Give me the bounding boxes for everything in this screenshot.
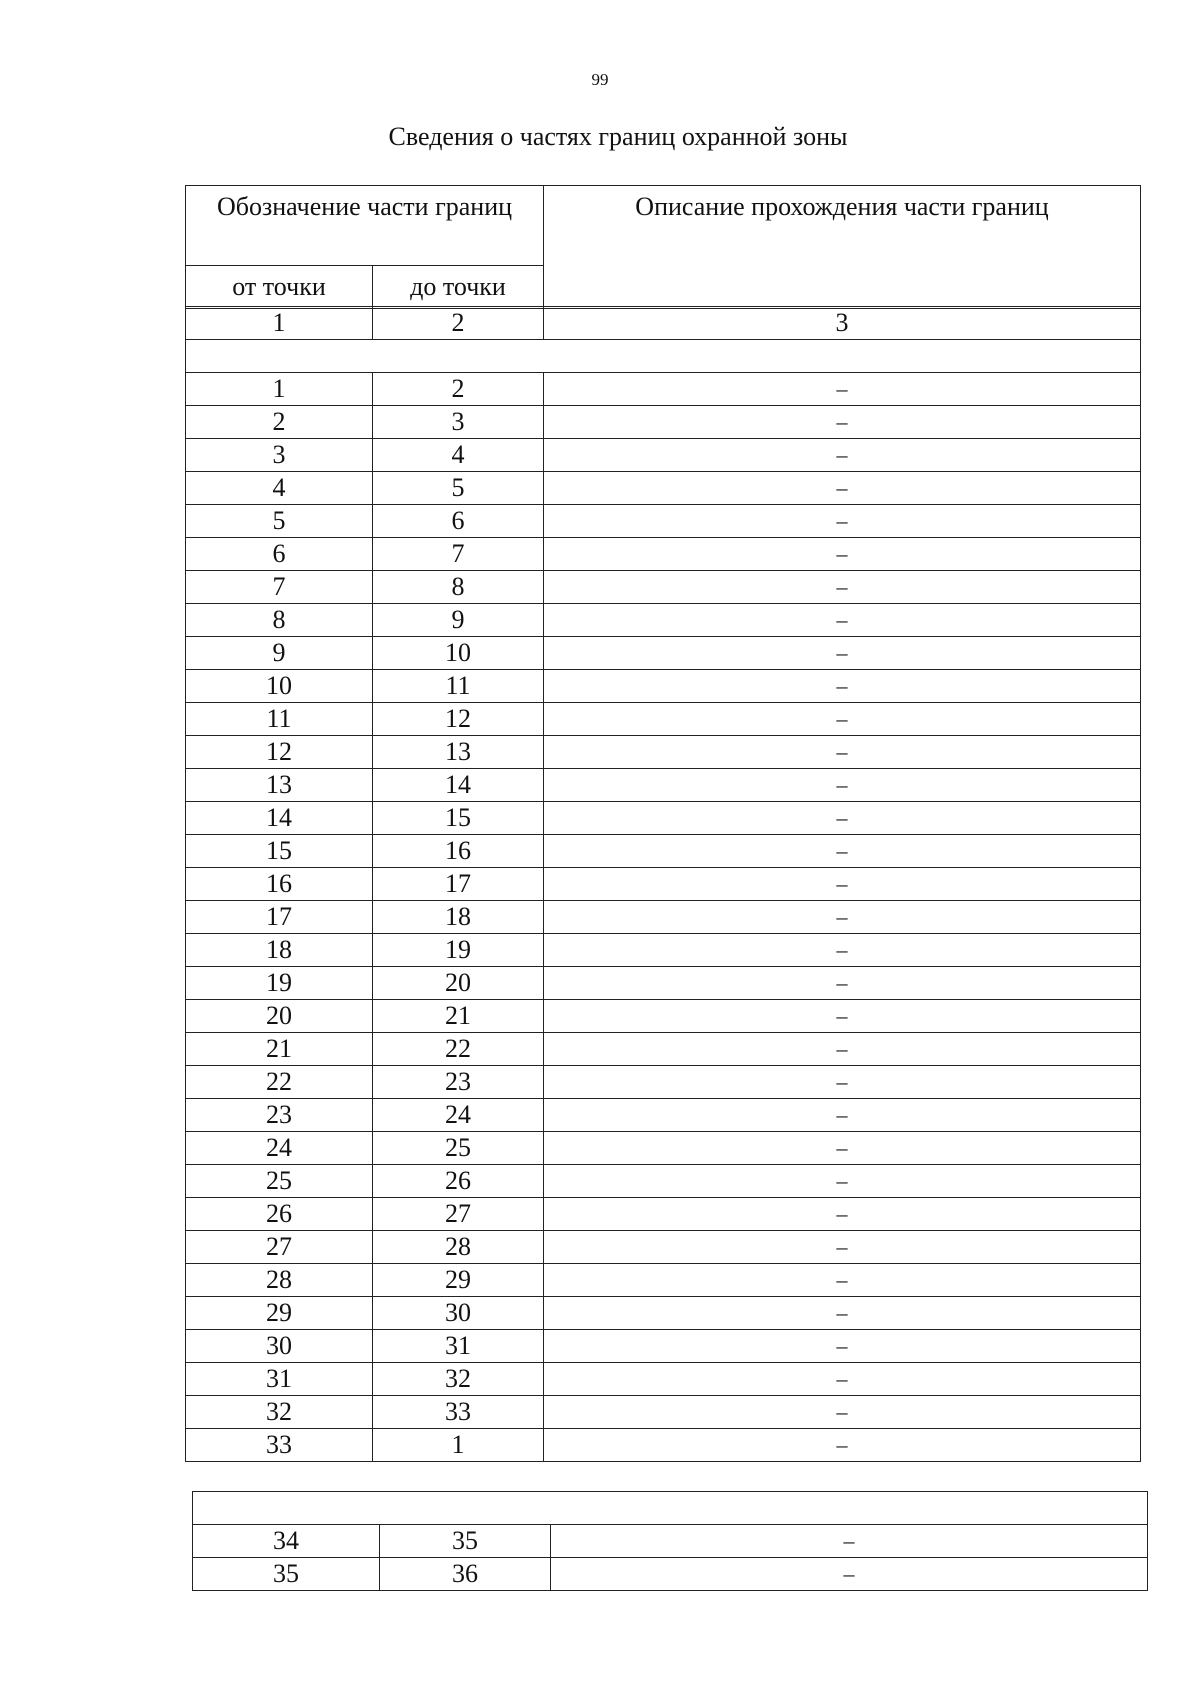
description-cell: – [544,901,1141,934]
description-cell: – [544,406,1141,439]
to-point-cell: 7 [373,538,544,571]
from-point-cell: 6 [186,538,373,571]
table-row [186,538,1141,571]
description-cell: – [544,505,1141,538]
section-separator-cell [193,1492,1148,1525]
from-point-header: от точки [186,266,373,309]
description-cell: – [544,1165,1141,1198]
from-point-cell: 3 [186,439,373,472]
table-row [193,1525,1148,1558]
to-point-cell: 13 [373,736,544,769]
table-row [186,439,1141,472]
table-row [186,373,1141,406]
description-cell: – [544,736,1141,769]
from-point-cell: 9 [186,637,373,670]
table-row [186,571,1141,604]
from-point-cell: 27 [186,1231,373,1264]
table-row [186,1396,1141,1429]
description-cell: – [544,670,1141,703]
to-point-header: до точки [373,266,544,309]
description-cell: – [551,1525,1148,1558]
table-row [186,604,1141,637]
from-point-cell: 8 [186,604,373,637]
from-point-cell: 1 [186,373,373,406]
to-point-cell: 8 [373,571,544,604]
table-row [186,1000,1141,1033]
description-cell: – [544,1396,1141,1429]
to-point-cell: 20 [373,967,544,1000]
description-cell: – [544,1099,1141,1132]
to-point-cell: 6 [373,505,544,538]
from-point-cell: 13 [186,769,373,802]
description-cell: – [544,1000,1141,1033]
table-row [186,835,1141,868]
column-number-row [186,307,1141,340]
description-cell: – [544,571,1141,604]
table-row [186,1198,1141,1231]
page-number: 99 [591,70,609,89]
from-point-cell: 31 [186,1363,373,1396]
description-cell: – [544,538,1141,571]
to-point-cell: 10 [373,637,544,670]
to-point-cell: 14 [373,769,544,802]
from-point-cell: 11 [186,703,373,736]
section-separator-cell [186,340,1141,373]
section-separator-row [193,1492,1148,1525]
to-point-cell: 27 [373,1198,544,1231]
from-point-cell: 35 [193,1558,380,1591]
description-cell: – [544,703,1141,736]
from-point-cell: 12 [186,736,373,769]
to-point-cell: 26 [373,1165,544,1198]
description-cell: – [544,802,1141,835]
description-cell: – [544,1231,1141,1264]
from-point-cell: 2 [186,406,373,439]
description-cell: – [544,604,1141,637]
boundary-table-body [185,306,1141,1462]
description-cell: – [544,934,1141,967]
description-cell: – [544,472,1141,505]
boundary-table-continuation [192,1491,1148,1591]
to-point-cell: 17 [373,868,544,901]
description-cell: – [544,835,1141,868]
description-cell: – [544,769,1141,802]
description-cell: – [544,1066,1141,1099]
description-cell: – [544,1330,1141,1363]
to-point-cell: 25 [373,1132,544,1165]
table-row [186,1033,1141,1066]
description-cell: – [551,1558,1148,1591]
table-row [186,472,1141,505]
table-row [186,967,1141,1000]
from-point-cell: 20 [186,1000,373,1033]
description-cell: – [544,439,1141,472]
from-point-cell: 14 [186,802,373,835]
to-point-cell: 11 [373,670,544,703]
to-point-cell: 21 [373,1000,544,1033]
to-point-cell: 35 [380,1525,551,1558]
table-row [186,934,1141,967]
from-point-cell: 21 [186,1033,373,1066]
from-point-cell: 30 [186,1330,373,1363]
from-point-cell: 29 [186,1297,373,1330]
boundary-table-header [185,185,1141,309]
table-row [186,406,1141,439]
to-point-cell: 29 [373,1264,544,1297]
table-row [186,1231,1141,1264]
from-point-cell: 4 [186,472,373,505]
from-point-cell: 28 [186,1264,373,1297]
table-row [186,769,1141,802]
description-cell: – [544,1033,1141,1066]
table-row [186,736,1141,769]
table-row [186,1132,1141,1165]
column-number-3: 3 [544,307,1141,340]
to-point-cell: 22 [373,1033,544,1066]
from-point-cell: 10 [186,670,373,703]
table-row [186,802,1141,835]
column-number-2: 2 [373,307,544,340]
description-cell: – [544,1132,1141,1165]
from-point-cell: 7 [186,571,373,604]
from-point-cell: 5 [186,505,373,538]
from-point-cell: 24 [186,1132,373,1165]
description-cell: – [544,967,1141,1000]
to-point-cell: 18 [373,901,544,934]
to-point-cell: 24 [373,1099,544,1132]
to-point-cell: 15 [373,802,544,835]
description-cell: – [544,1297,1141,1330]
to-point-cell: 16 [373,835,544,868]
description-cell: – [544,637,1141,670]
table-row [186,1066,1141,1099]
designation-header: Обозначение части границ [186,186,544,266]
from-point-cell: 15 [186,835,373,868]
to-point-cell: 3 [373,406,544,439]
table-row [186,1165,1141,1198]
description-cell: – [544,373,1141,406]
section-separator-row [186,340,1141,373]
from-point-cell: 32 [186,1396,373,1429]
document-title: Сведения о частях границ охранной зоны [388,122,848,151]
to-point-cell: 32 [373,1363,544,1396]
table-row [186,703,1141,736]
to-point-cell: 33 [373,1396,544,1429]
to-point-cell: 1 [373,1429,544,1462]
column-number-1: 1 [186,307,373,340]
from-point-cell: 19 [186,967,373,1000]
to-point-cell: 9 [373,604,544,637]
table-row [186,1099,1141,1132]
table-row [186,1330,1141,1363]
from-point-cell: 17 [186,901,373,934]
from-point-cell: 23 [186,1099,373,1132]
to-point-cell: 5 [373,472,544,505]
from-point-cell: 18 [186,934,373,967]
from-point-cell: 33 [186,1429,373,1462]
to-point-cell: 30 [373,1297,544,1330]
description-cell: – [544,1363,1141,1396]
description-cell: – [544,1429,1141,1462]
table-row [186,637,1141,670]
table-row [186,505,1141,538]
table-row [186,868,1141,901]
description-cell: – [544,1264,1141,1297]
from-point-cell: 25 [186,1165,373,1198]
description-cell: – [544,1198,1141,1231]
to-point-cell: 23 [373,1066,544,1099]
to-point-cell: 4 [373,439,544,472]
table-row [186,901,1141,934]
description-cell: – [544,868,1141,901]
to-point-cell: 28 [373,1231,544,1264]
description-header: Описание прохождения части границ [544,186,1141,309]
from-point-cell: 22 [186,1066,373,1099]
to-point-cell: 2 [373,373,544,406]
from-point-cell: 34 [193,1525,380,1558]
to-point-cell: 12 [373,703,544,736]
table-row [186,1429,1141,1462]
to-point-cell: 31 [373,1330,544,1363]
table-row [186,1363,1141,1396]
table-row [186,1297,1141,1330]
table-row [186,670,1141,703]
to-point-cell: 19 [373,934,544,967]
to-point-cell: 36 [380,1558,551,1591]
table-row [193,1558,1148,1591]
from-point-cell: 16 [186,868,373,901]
table-row [186,1264,1141,1297]
from-point-cell: 26 [186,1198,373,1231]
